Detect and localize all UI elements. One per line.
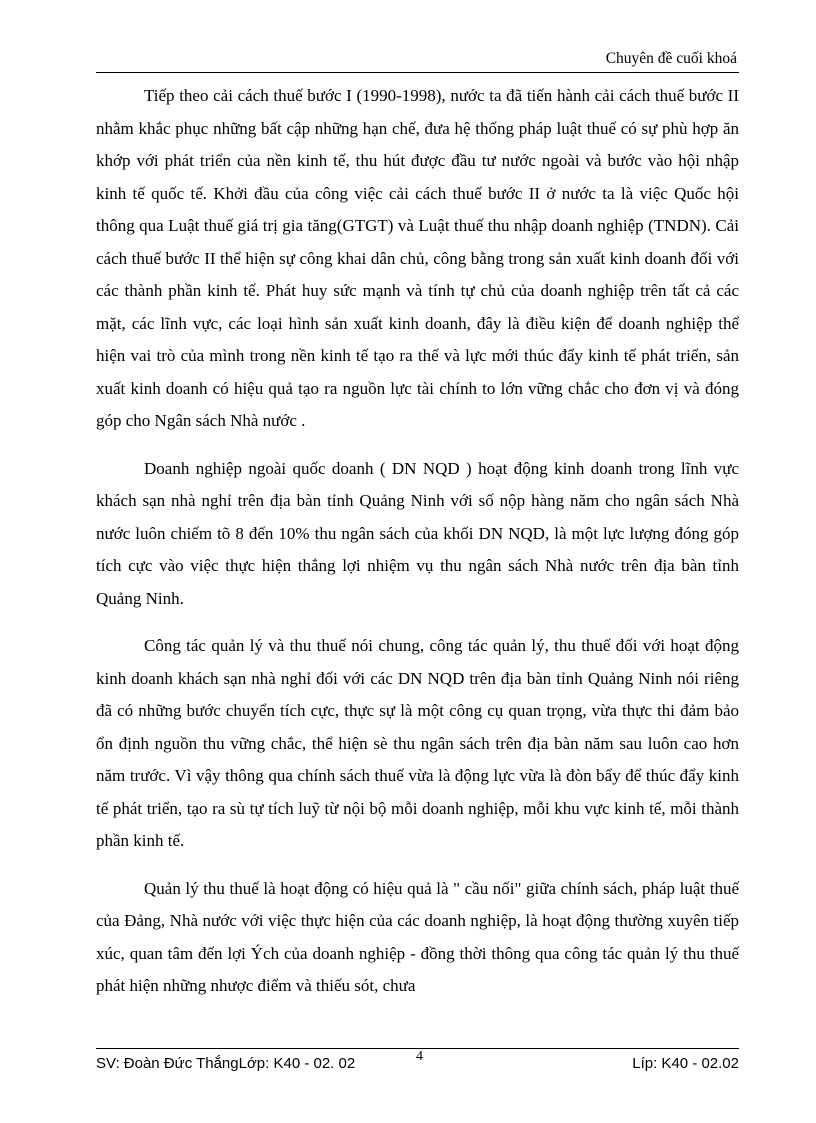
header-title: Chuyên đề cuối khoá: [605, 50, 737, 67]
page-footer: [96, 1048, 739, 1075]
paragraph-1: Tiếp theo cải cách thuế bước I (1990-1998), nước ta đã tiến hành cải cách thuế bước II nhằm khắc phục những bất cập những hạn chế, đưa hệ thống pháp luật thuế có sự phù hợp ăn khớp với phát triển của nền kinh tế, thu hút được đầu tư nước ngoài và bước vào hội nhập kinh tế quốc tế. Khởi đầu của công việc cải cách thuế bước II ở nước ta là việc Quốc hội thông qua Luật thuế giá trị gia tăng(GTGT) và Luật thuế thu nhập doanh nghiệp (TNDN). Cải cách thuế bước II thể hiện sự công khai dân chủ, công bằng trong sản xuất kinh doanh đối với các thành phần kinh tế. Phát huy sức mạnh và tính tự chủ của doanh nghiệp trên tất cả các mặt, các lĩnh vực, các loại hình sản xuất kinh doanh, đây là điều kiện để doanh nghiệp thể hiện vai trò của mình trong nền kinh tế tạo ra thế và lực mới thúc đẩy kinh tế phát triển, sản xuất kinh doanh có hiệu quả tạo ra nguồn lực tài chính to lớn vững chắc cho đơn vị và đóng góp cho Ngân sách Nhà nước .: [96, 86, 739, 430]
page-header: [96, 46, 739, 73]
document-body: [96, 80, 739, 1018]
page-number: 4: [416, 1049, 423, 1064]
footer-student-info: SV: Đoàn Đức ThắngLớp: K40 - 02. 02: [96, 1055, 356, 1072]
paragraph-4: Quản lý thu thuế là hoạt động có hiệu quả là " cầu nối" giữa chính sách, pháp luật thuế của Đảng, Nhà nước với việc thực hiện của các doanh nghiệp, là hoạt động thường xuyên tiếp xúc, quan tâm đến lợi Ých của doanh nghiệp - đồng thời thông qua công tác quản lý thu thuế phát hiện những nhược điểm và thiếu sót, chưa: [96, 878, 739, 995]
paragraph-2: Doanh nghiệp ngoài quốc doanh ( DN NQD ) hoạt động kinh doanh trong lĩnh vực khách sạn nhà nghỉ trên địa bàn tỉnh Quảng Ninh với số nộp hàng năm cho ngân sách Nhà nước luôn chiếm tõ 8 đến 10% thu ngân sách của khối DN NQD, là một lực lượng đóng góp tích cực vào việc thực hiện thắng lợi nhiệm vụ thu ngân sách Nhà nước trên địa bàn tỉnh Quảng Ninh.: [96, 458, 739, 608]
paragraph-3: Công tác quản lý và thu thuế nói chung, công tác quản lý, thu thuế đối với hoạt động kinh doanh khách sạn nhà nghỉ đối với các DN NQD trên địa bàn tỉnh Quảng Ninh nói riêng đã có những bước chuyển tích cực, thực sự là một công cụ quan trọng, vừa thực thi đảm bảo ổn định nguồn thu vững chắc, thể hiện sè thu ngân sách trên địa bàn năm sau luôn cao hơn năm trước. Vì vậy thông qua chính sách thuế vừa là động lực vừa là đòn bẩy để thúc đẩy kinh tế phát triển, tạo ra sù tự tích luỹ từ nội bộ mỗi doanh nghiệp, mỗi khu vực kinh tế, mỗi thành phần kinh tế.: [96, 636, 739, 850]
footer-class-info: Líp: K40 - 02.02: [632, 1055, 739, 1072]
